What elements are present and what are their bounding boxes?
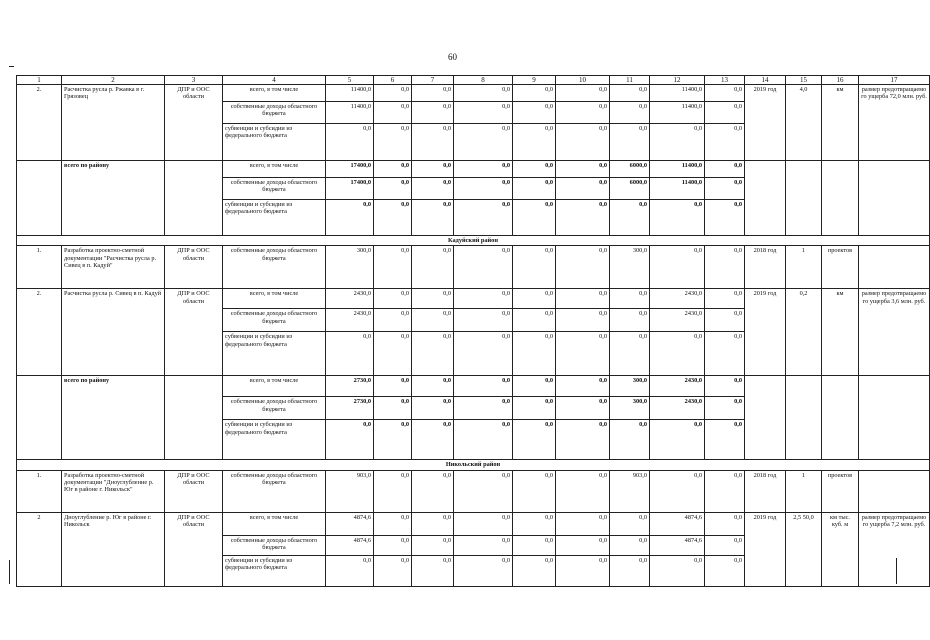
- column-number: 7: [412, 76, 454, 85]
- amount-cell: 0,0: [556, 470, 610, 512]
- amount-cell: 0,0: [454, 309, 513, 332]
- item-number: 1.: [17, 470, 62, 512]
- amount-cell: 903,0: [326, 470, 374, 512]
- amount-cell: 0,0: [454, 85, 513, 102]
- expected-result: [859, 470, 930, 512]
- amount-cell: 0,0: [556, 161, 610, 178]
- funding-source: собственные доходы областного бюджета: [223, 309, 326, 332]
- section-row: [17, 460, 930, 470]
- funding-source: субвенции и субсидии из федерального бюджета: [223, 555, 326, 586]
- amount-cell: 0,0: [454, 397, 513, 420]
- amount-cell: 0,0: [513, 289, 556, 309]
- amount-cell: 0,0: [454, 102, 513, 124]
- amount-cell: 6000,0: [610, 161, 650, 178]
- item-name: Разработка проектно-сметной документации "Расчистка русла р. Сивец в п. Кадуй": [62, 246, 165, 289]
- amount-cell: 0,0: [610, 332, 650, 376]
- amount-cell: 0,0: [513, 470, 556, 512]
- amount-cell: 0,0: [556, 397, 610, 420]
- item-number: 2.: [17, 85, 62, 161]
- expected-result: размер предотвращаемо го ущерба 72,0 млн. руб.: [859, 85, 930, 161]
- amount-cell: 0,0: [454, 289, 513, 309]
- amount-cell: 0,0: [412, 178, 454, 200]
- table-row: [17, 161, 930, 178]
- amount-cell: 0,0: [556, 200, 610, 236]
- table-row: [17, 85, 930, 102]
- amount-cell: 0,0: [454, 332, 513, 376]
- executor: ДПР и ООС области: [165, 246, 223, 289]
- crop-mark: [9, 66, 14, 67]
- indicator-value: 0,2: [786, 289, 822, 376]
- amount-cell: 0,0: [556, 102, 610, 124]
- funding-source: собственные доходы областного бюджета: [223, 102, 326, 124]
- column-number: 15: [786, 76, 822, 85]
- amount-cell: 0,0: [650, 555, 705, 586]
- amount-cell: 0,0: [610, 85, 650, 102]
- funding-source: субвенции и субсидии из федерального бюджета: [223, 420, 326, 460]
- item-name: Дноуглубление р. Юг в районе г. Никольск: [62, 512, 165, 586]
- amount-cell: 0,0: [454, 124, 513, 161]
- funding-source: собственные доходы областного бюджета: [223, 397, 326, 420]
- amount-cell: 0,0: [513, 397, 556, 420]
- amount-cell: 0,0: [513, 555, 556, 586]
- column-number: 10: [556, 76, 610, 85]
- amount-cell: 0,0: [610, 512, 650, 535]
- funding-source: собственные доходы областного бюджета: [223, 246, 326, 289]
- indicator-unit: [822, 376, 859, 460]
- amount-cell: 0,0: [454, 512, 513, 535]
- amount-cell: 300,0: [610, 376, 650, 397]
- amount-cell: 4874,6: [650, 535, 705, 555]
- amount-cell: 0,0: [705, 85, 745, 102]
- amount-cell: 0,0: [705, 102, 745, 124]
- column-number: 16: [822, 76, 859, 85]
- column-number: 6: [374, 76, 412, 85]
- amount-cell: 0,0: [513, 535, 556, 555]
- indicator-value: 1: [786, 470, 822, 512]
- amount-cell: 300,0: [610, 246, 650, 289]
- amount-cell: 0,0: [705, 161, 745, 178]
- amount-cell: 11400,0: [650, 85, 705, 102]
- item-number: [17, 376, 62, 460]
- amount-cell: 0,0: [650, 124, 705, 161]
- indicator-value: [786, 161, 822, 236]
- amount-cell: 0,0: [705, 246, 745, 289]
- amount-cell: 0,0: [374, 332, 412, 376]
- table-row: [17, 246, 930, 289]
- section-title: Никольский район: [17, 460, 930, 470]
- funding-source: всего, в том числе: [223, 85, 326, 102]
- amount-cell: 0,0: [374, 200, 412, 236]
- amount-cell: 0,0: [556, 376, 610, 397]
- year: 2018 год: [745, 246, 786, 289]
- amount-cell: 2730,0: [326, 397, 374, 420]
- amount-cell: 0,0: [556, 535, 610, 555]
- crop-mark: [9, 560, 10, 584]
- amount-cell: 0,0: [610, 420, 650, 460]
- amount-cell: 0,0: [412, 102, 454, 124]
- amount-cell: 0,0: [374, 124, 412, 161]
- column-number: 11: [610, 76, 650, 85]
- amount-cell: 300,0: [326, 246, 374, 289]
- amount-cell: 11400,0: [650, 161, 705, 178]
- funding-source: собственные доходы областного бюджета: [223, 470, 326, 512]
- indicator-value: 1: [786, 246, 822, 289]
- amount-cell: 0,0: [556, 178, 610, 200]
- amount-cell: 0,0: [412, 161, 454, 178]
- amount-cell: 0,0: [513, 161, 556, 178]
- amount-cell: 0,0: [610, 309, 650, 332]
- amount-cell: 0,0: [556, 332, 610, 376]
- amount-cell: 0,0: [374, 289, 412, 309]
- funding-source: всего, в том числе: [223, 512, 326, 535]
- amount-cell: 0,0: [650, 200, 705, 236]
- amount-cell: 0,0: [374, 102, 412, 124]
- amount-cell: 0,0: [610, 555, 650, 586]
- indicator-value: 4,0: [786, 85, 822, 161]
- funding-source: всего, в том числе: [223, 289, 326, 309]
- amount-cell: 0,0: [374, 161, 412, 178]
- amount-cell: 0,0: [454, 376, 513, 397]
- amount-cell: 0,0: [454, 535, 513, 555]
- amount-cell: 0,0: [556, 124, 610, 161]
- table-row: [17, 470, 930, 512]
- expected-result: размер предотвращаемо го ущерба 3,6 млн. руб.: [859, 289, 930, 376]
- amount-cell: 0,0: [412, 332, 454, 376]
- amount-cell: 0,0: [610, 289, 650, 309]
- amount-cell: 2430,0: [326, 289, 374, 309]
- item-number: 2.: [17, 289, 62, 376]
- amount-cell: 300,0: [610, 397, 650, 420]
- item-name: Расчистка русла р. Сивец в п. Кадуй: [62, 289, 165, 376]
- amount-cell: 0,0: [705, 555, 745, 586]
- year: [745, 376, 786, 460]
- amount-cell: 0,0: [513, 246, 556, 289]
- amount-cell: 0,0: [513, 376, 556, 397]
- year: [745, 161, 786, 236]
- amount-cell: 4874,6: [326, 512, 374, 535]
- amount-cell: 11400,0: [650, 178, 705, 200]
- amount-cell: 0,0: [705, 535, 745, 555]
- amount-cell: 0,0: [412, 246, 454, 289]
- amount-cell: 0,0: [513, 420, 556, 460]
- amount-cell: 0,0: [326, 124, 374, 161]
- funding-source: всего, в том числе: [223, 376, 326, 397]
- amount-cell: 0,0: [556, 246, 610, 289]
- budget-table: [16, 75, 930, 587]
- amount-cell: 0,0: [412, 555, 454, 586]
- section-row: [17, 236, 930, 246]
- amount-cell: 11400,0: [326, 102, 374, 124]
- table-row: [17, 376, 930, 397]
- year: 2019 год: [745, 512, 786, 586]
- amount-cell: 4874,6: [326, 535, 374, 555]
- amount-cell: 0,0: [374, 420, 412, 460]
- executor: ДПР и ООС области: [165, 289, 223, 376]
- executor: [165, 161, 223, 236]
- column-number: 1: [17, 76, 62, 85]
- amount-cell: 903,0: [610, 470, 650, 512]
- year: 2019 год: [745, 85, 786, 161]
- column-number: 2: [62, 76, 165, 85]
- funding-source: собственные доходы областного бюджета: [223, 535, 326, 555]
- amount-cell: 0,0: [556, 85, 610, 102]
- amount-cell: 0,0: [705, 289, 745, 309]
- column-number: 17: [859, 76, 930, 85]
- amount-cell: 0,0: [556, 309, 610, 332]
- amount-cell: 0,0: [412, 376, 454, 397]
- amount-cell: 0,0: [374, 397, 412, 420]
- amount-cell: 0,0: [705, 420, 745, 460]
- item-number: 1.: [17, 246, 62, 289]
- amount-cell: 0,0: [705, 470, 745, 512]
- amount-cell: 0,0: [705, 332, 745, 376]
- amount-cell: 2730,0: [326, 376, 374, 397]
- funding-source: субвенции и субсидии из федерального бюджета: [223, 124, 326, 161]
- column-number: 5: [326, 76, 374, 85]
- amount-cell: 0,0: [705, 397, 745, 420]
- amount-cell: 0,0: [326, 420, 374, 460]
- column-number: 13: [705, 76, 745, 85]
- expected-result: размер предотвращаемо го ущерба 7,2 млн. руб.: [859, 512, 930, 586]
- amount-cell: 0,0: [454, 555, 513, 586]
- amount-cell: 0,0: [326, 555, 374, 586]
- amount-cell: 0,0: [412, 535, 454, 555]
- amount-cell: 0,0: [412, 397, 454, 420]
- amount-cell: 0,0: [374, 309, 412, 332]
- amount-cell: 0,0: [513, 178, 556, 200]
- column-number: 8: [454, 76, 513, 85]
- amount-cell: 0,0: [374, 246, 412, 289]
- amount-cell: 6000,0: [610, 178, 650, 200]
- amount-cell: 0,0: [513, 512, 556, 535]
- amount-cell: 0,0: [650, 420, 705, 460]
- column-number: 9: [513, 76, 556, 85]
- amount-cell: 0,0: [374, 178, 412, 200]
- expected-result: [859, 376, 930, 460]
- year: 2018 год: [745, 470, 786, 512]
- funding-source: субвенции и субсидии из федерального бюджета: [223, 200, 326, 236]
- amount-cell: 0,0: [454, 178, 513, 200]
- indicator-unit: км: [822, 289, 859, 376]
- executor: ДПР и ООС области: [165, 470, 223, 512]
- item-name: Разработка проектно-сметной документации "Дноуглубление р. Юг в районе г. Никольск": [62, 470, 165, 512]
- amount-cell: 0,0: [610, 124, 650, 161]
- executor: [165, 376, 223, 460]
- amount-cell: 0,0: [705, 200, 745, 236]
- amount-cell: 2430,0: [326, 309, 374, 332]
- expected-result: [859, 246, 930, 289]
- expected-result: [859, 161, 930, 236]
- indicator-unit: км: [822, 85, 859, 161]
- amount-cell: 0,0: [454, 161, 513, 178]
- amount-cell: 0,0: [650, 246, 705, 289]
- amount-cell: 0,0: [650, 470, 705, 512]
- amount-cell: 17400,0: [326, 178, 374, 200]
- amount-cell: 17400,0: [326, 161, 374, 178]
- amount-cell: 0,0: [705, 376, 745, 397]
- column-number: 4: [223, 76, 326, 85]
- amount-cell: 0,0: [412, 309, 454, 332]
- amount-cell: 0,0: [610, 200, 650, 236]
- amount-cell: 0,0: [650, 332, 705, 376]
- indicator-value: [786, 376, 822, 460]
- amount-cell: 0,0: [412, 470, 454, 512]
- amount-cell: 0,0: [374, 535, 412, 555]
- funding-source: субвенции и субсидии из федерального бюджета: [223, 332, 326, 376]
- amount-cell: 0,0: [556, 420, 610, 460]
- amount-cell: 0,0: [610, 102, 650, 124]
- header-row: [17, 76, 930, 85]
- year: 2019 год: [745, 289, 786, 376]
- amount-cell: 0,0: [705, 512, 745, 535]
- item-name: всего по району: [62, 161, 165, 236]
- indicator-unit: км тыс. куб. м: [822, 512, 859, 586]
- item-number: 2: [17, 512, 62, 586]
- amount-cell: 0,0: [513, 309, 556, 332]
- amount-cell: 0,0: [412, 289, 454, 309]
- indicator-unit: проектов: [822, 470, 859, 512]
- amount-cell: 0,0: [374, 376, 412, 397]
- amount-cell: 0,0: [454, 200, 513, 236]
- amount-cell: 0,0: [705, 124, 745, 161]
- amount-cell: 0,0: [513, 102, 556, 124]
- amount-cell: 0,0: [610, 535, 650, 555]
- page-number: 60: [448, 52, 457, 62]
- amount-cell: 0,0: [326, 200, 374, 236]
- amount-cell: 0,0: [412, 200, 454, 236]
- amount-cell: 0,0: [374, 470, 412, 512]
- executor: ДПР и ООС области: [165, 85, 223, 161]
- section-title: Кадуйский район: [17, 236, 930, 246]
- amount-cell: 0,0: [513, 124, 556, 161]
- amount-cell: 0,0: [556, 289, 610, 309]
- amount-cell: 2430,0: [650, 397, 705, 420]
- amount-cell: 0,0: [513, 200, 556, 236]
- amount-cell: 11400,0: [650, 102, 705, 124]
- item-name: Расчистка русла р. Ржавка в г. Грязовец: [62, 85, 165, 161]
- amount-cell: 0,0: [412, 512, 454, 535]
- amount-cell: 0,0: [705, 309, 745, 332]
- amount-cell: 0,0: [556, 555, 610, 586]
- amount-cell: 0,0: [705, 178, 745, 200]
- funding-source: всего, в том числе: [223, 161, 326, 178]
- funding-source: собственные доходы областного бюджета: [223, 178, 326, 200]
- column-number: 12: [650, 76, 705, 85]
- amount-cell: 0,0: [326, 332, 374, 376]
- amount-cell: 0,0: [513, 85, 556, 102]
- table-row: [17, 512, 930, 535]
- amount-cell: 11400,0: [326, 85, 374, 102]
- amount-cell: 0,0: [556, 512, 610, 535]
- amount-cell: 2430,0: [650, 376, 705, 397]
- amount-cell: 0,0: [454, 246, 513, 289]
- amount-cell: 0,0: [454, 420, 513, 460]
- item-number: [17, 161, 62, 236]
- indicator-value: 2,5 50,0: [786, 512, 822, 586]
- amount-cell: 0,0: [412, 124, 454, 161]
- amount-cell: 0,0: [412, 420, 454, 460]
- amount-cell: 0,0: [513, 332, 556, 376]
- column-number: 3: [165, 76, 223, 85]
- amount-cell: 0,0: [374, 555, 412, 586]
- amount-cell: 0,0: [454, 470, 513, 512]
- indicator-unit: [822, 161, 859, 236]
- item-name: всего по району: [62, 376, 165, 460]
- amount-cell: 2430,0: [650, 309, 705, 332]
- executor: ДПР и ООС области: [165, 512, 223, 586]
- amount-cell: 4874,6: [650, 512, 705, 535]
- indicator-unit: проектов: [822, 246, 859, 289]
- amount-cell: 0,0: [374, 512, 412, 535]
- table-row: [17, 289, 930, 309]
- column-number: 14: [745, 76, 786, 85]
- amount-cell: 0,0: [374, 85, 412, 102]
- amount-cell: 0,0: [412, 85, 454, 102]
- amount-cell: 2430,0: [650, 289, 705, 309]
